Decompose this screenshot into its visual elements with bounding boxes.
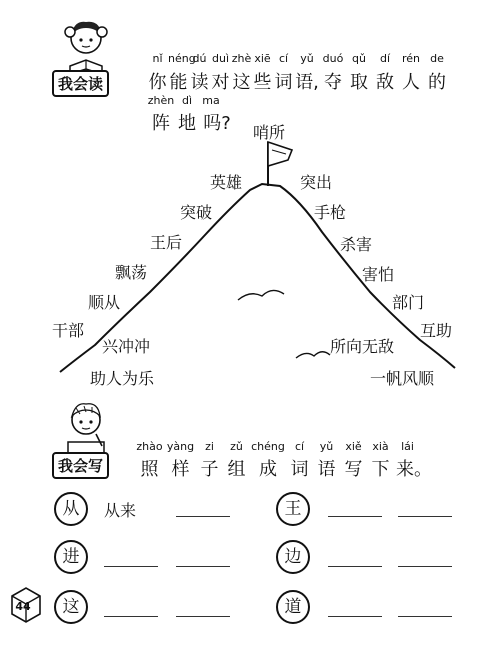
- instruction2-hanzi: [134, 455, 434, 481]
- hanzi-char: 语: [317, 459, 336, 480]
- pinyin-syllable: zi: [205, 440, 214, 453]
- pinyin-syllable: xià: [372, 440, 389, 453]
- mountain-word: 互助: [420, 321, 453, 340]
- answer-blank[interactable]: [328, 566, 382, 567]
- mountain-word: 干部: [52, 321, 85, 340]
- mountain-word: 英雄: [210, 173, 243, 192]
- answer-blank[interactable]: [398, 516, 452, 517]
- base-char-circle: 这: [54, 590, 88, 624]
- mountain-word: 突出: [300, 173, 333, 192]
- hanzi-char: 样: [171, 459, 190, 480]
- mountain-word: 害怕: [362, 265, 395, 284]
- mountain-word: 飘荡: [115, 263, 148, 282]
- section-label-read: 我会读: [52, 70, 109, 97]
- mountain-word: 杀害: [340, 235, 373, 254]
- hanzi-char: 下: [371, 459, 390, 480]
- hanzi-char: 的: [428, 72, 446, 93]
- answer-blank[interactable]: [176, 566, 230, 567]
- mountain-word: 兴冲冲: [102, 337, 151, 356]
- answer-blank[interactable]: [398, 566, 452, 567]
- hanzi-char: 词: [290, 459, 309, 480]
- hanzi-char: 吗?: [203, 113, 231, 134]
- pinyin-syllable: zhào: [136, 440, 163, 453]
- pinyin-syllable: cí: [278, 52, 289, 65]
- mountain-word: 所向无敌: [330, 337, 395, 356]
- pinyin-syllable: cí: [294, 440, 305, 453]
- pinyin-syllable: qǔ: [352, 52, 366, 65]
- hanzi-char: 对: [211, 72, 230, 93]
- base-char-circle: 进: [54, 540, 88, 574]
- hanzi-char: 来。: [396, 459, 432, 480]
- pinyin-syllable: lái: [401, 440, 414, 453]
- page-number: 44: [15, 600, 31, 613]
- base-char-circle: 道: [276, 590, 310, 624]
- pinyin-syllable: chéng: [251, 440, 285, 453]
- mountain-word: 王后: [150, 233, 183, 252]
- answer-blank[interactable]: [328, 616, 382, 617]
- boy-writing-illustration: [56, 398, 116, 456]
- pinyin-syllable: dú: [192, 52, 207, 65]
- pinyin-syllable: ma: [202, 94, 220, 107]
- hanzi-char: 成: [259, 459, 277, 480]
- hanzi-char: 取: [350, 72, 368, 93]
- pinyin-syllable: zhèn: [147, 94, 175, 107]
- pinyin-syllable: zhè: [231, 52, 252, 65]
- pinyin-syllable: zǔ: [230, 440, 243, 453]
- answer-blank[interactable]: [176, 616, 230, 617]
- answer-blank[interactable]: [176, 516, 230, 517]
- answer-blank[interactable]: [398, 616, 452, 617]
- mountain-word: 部门: [392, 293, 425, 312]
- mountain-word: 助人为乐: [90, 369, 155, 388]
- hanzi-char: 你: [148, 72, 167, 93]
- hanzi-char: 读: [190, 72, 209, 93]
- mountain-word: 突破: [180, 203, 213, 222]
- hanzi-char: 照: [140, 459, 159, 480]
- mountain-word: 一帆风顺: [370, 369, 435, 388]
- hanzi-char: 夺: [324, 72, 342, 93]
- hanzi-char: 能: [169, 72, 188, 93]
- answer-blank[interactable]: [104, 616, 158, 617]
- hanzi-char: 子: [200, 459, 219, 480]
- pinyin-syllable: xiě: [345, 440, 362, 453]
- hanzi-char: 组: [227, 459, 246, 480]
- answer-blank[interactable]: [328, 516, 382, 517]
- pinyin-syllable: néng: [168, 52, 196, 65]
- pinyin-syllable: yàng: [166, 440, 195, 453]
- pinyin-syllable: yǔ: [319, 440, 334, 453]
- hanzi-char: 敌: [376, 72, 394, 93]
- pinyin-syllable: duó: [322, 52, 344, 65]
- base-char-circle: 从: [54, 492, 88, 526]
- hanzi-char: 些: [253, 72, 272, 93]
- pinyin-syllable: de: [430, 52, 444, 65]
- hanzi-char: 人: [402, 72, 420, 93]
- pinyin-syllable: duì: [211, 52, 229, 65]
- pinyin-syllable: yǔ: [300, 52, 314, 65]
- base-char-circle: 边: [276, 540, 310, 574]
- pinyin-syllable: nǐ: [152, 52, 163, 65]
- mountain-word: 手枪: [314, 203, 347, 222]
- pinyin-syllable: dì: [181, 94, 193, 107]
- hanzi-char: 阵: [152, 113, 170, 134]
- hanzi-char: 语,: [295, 72, 319, 93]
- section-label-write: 我会写: [52, 452, 109, 479]
- mountain-word-peak: 哨所: [253, 123, 286, 142]
- pinyin-syllable: dí: [379, 52, 391, 65]
- base-char-circle: 王: [276, 492, 310, 526]
- hanzi-char: 词: [274, 72, 293, 93]
- answer-blank[interactable]: [104, 566, 158, 567]
- pinyin-syllable: xiē: [254, 52, 271, 65]
- example-word: 从来: [104, 501, 137, 520]
- instruction2-pinyin: [134, 440, 421, 453]
- hanzi-char: 地: [178, 113, 196, 134]
- hanzi-char: 这: [232, 72, 251, 93]
- mountain-word: 顺从: [88, 293, 121, 312]
- pinyin-syllable: rén: [401, 52, 421, 65]
- hanzi-char: 写: [344, 459, 363, 480]
